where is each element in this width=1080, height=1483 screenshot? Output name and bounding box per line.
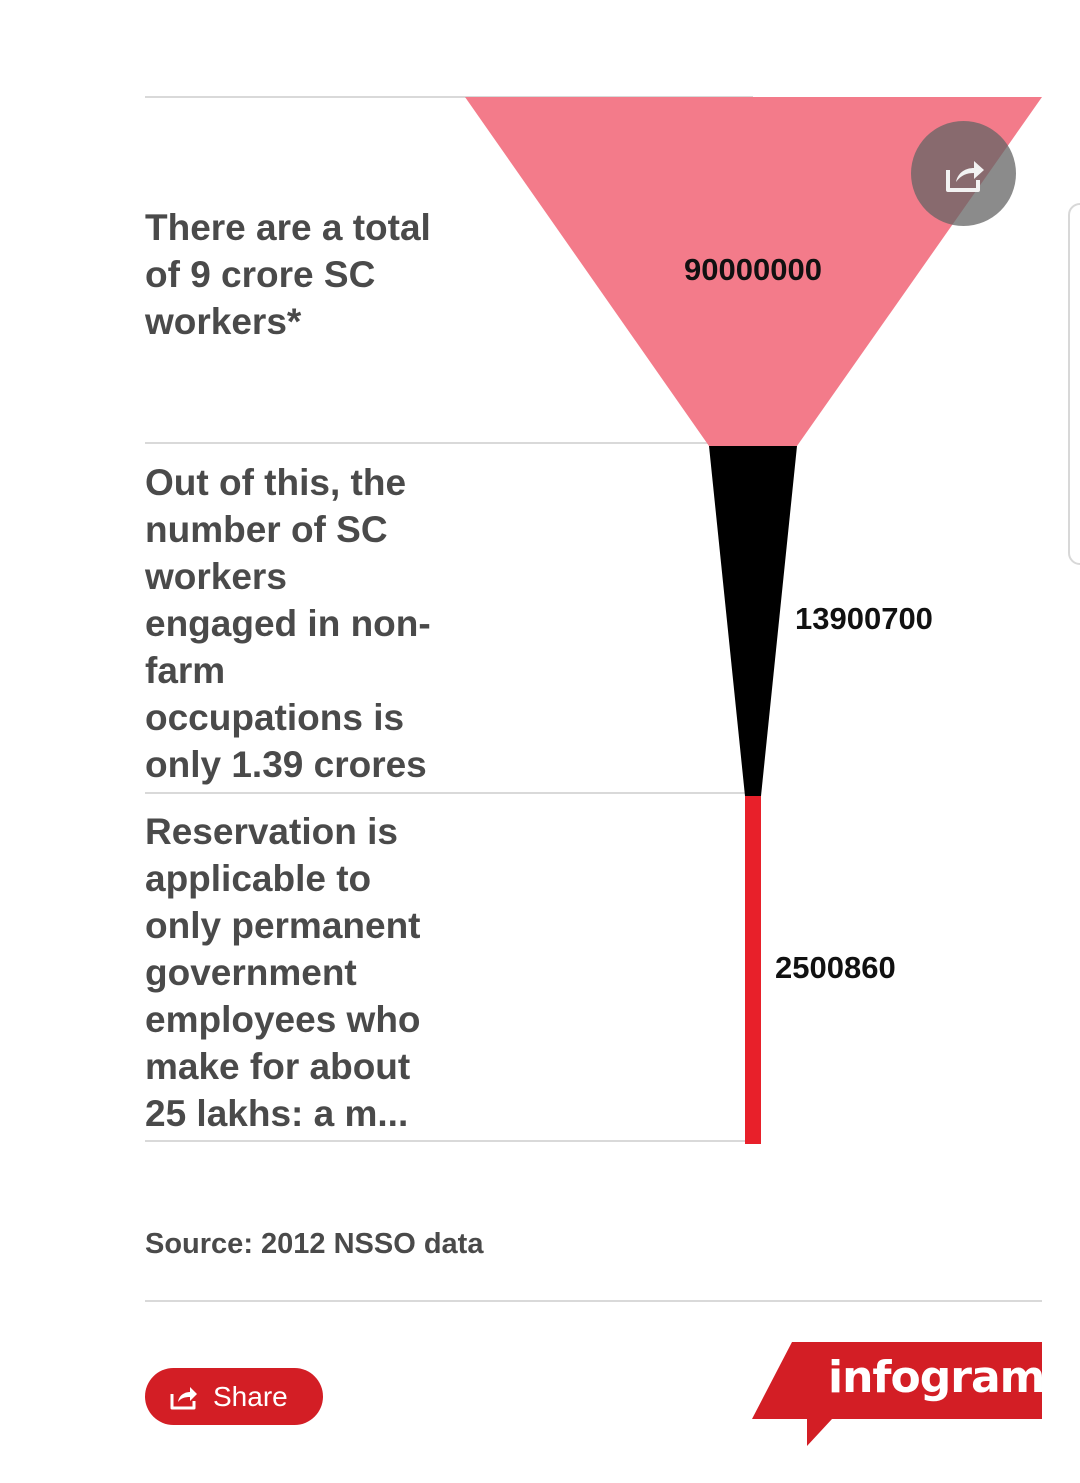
funnel-segment-3 [745, 796, 761, 1144]
stage-label-1: There are a total of 9 crore SC workers* [145, 207, 431, 342]
share-icon [169, 1382, 199, 1412]
value-label-1: 90000000 [684, 252, 822, 287]
share-button[interactable] [145, 1368, 323, 1425]
infogram-logo-text: infogram [828, 1352, 1045, 1403]
stage-label-2: Out of this, the number of SC workers engaged in non-farm occupations is only 1.39 crores [145, 462, 431, 785]
funnel-segment-2 [709, 446, 797, 796]
source-note: Source: 2012 NSSO data [145, 1228, 484, 1260]
value-label-3: 2500860 [775, 950, 896, 985]
value-label-2: 13900700 [795, 601, 933, 636]
share-icon [940, 150, 988, 198]
edge-panel-handle[interactable] [1068, 203, 1080, 565]
floating-share-button[interactable] [911, 121, 1016, 226]
stage-label-3: Reservation is applicable to only permanent government employees who make for about 25 lakhs: a m... [145, 811, 421, 1134]
share-button-label: Share [213, 1380, 288, 1412]
footer-divider [145, 1300, 1042, 1302]
